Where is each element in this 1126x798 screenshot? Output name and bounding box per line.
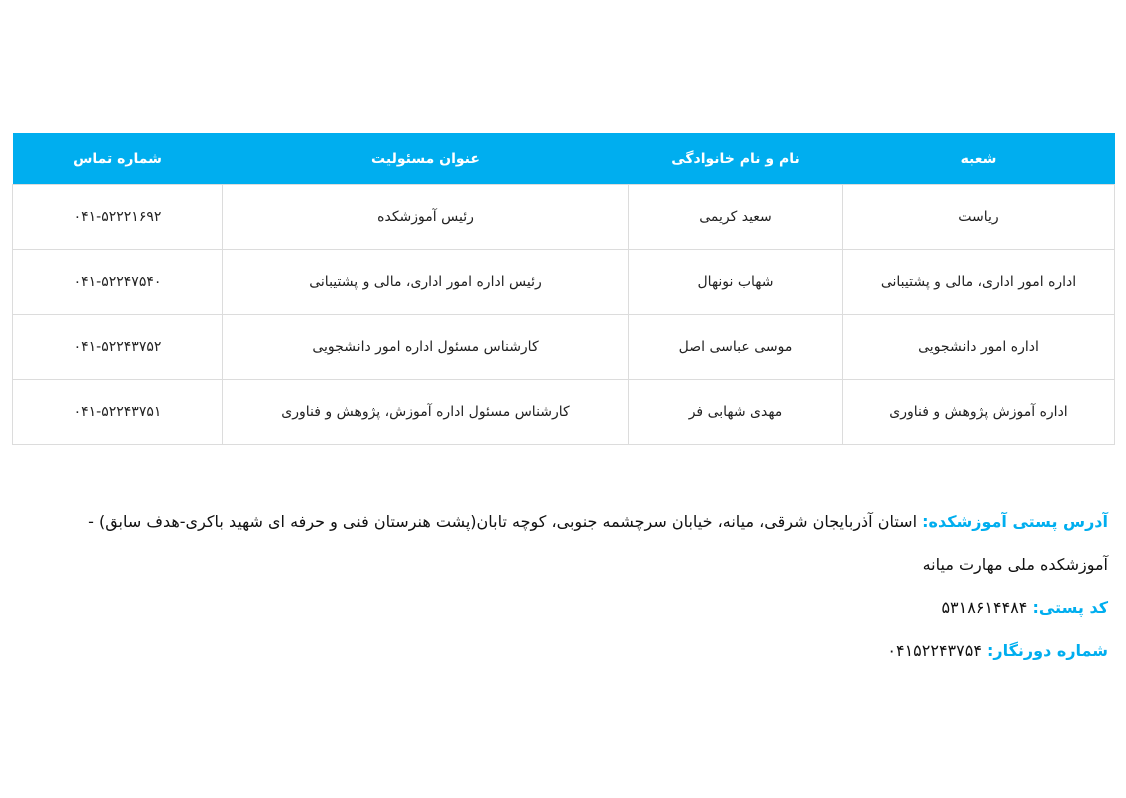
cell-phone: ۰۴۱-۵۲۲۴۳۷۵۲ [13, 315, 223, 380]
table-header-row [13, 133, 1115, 185]
cell-position: رئیس آموزشکده [223, 185, 629, 250]
header-phone: شماره تماس [13, 133, 223, 185]
contacts-table [12, 133, 1115, 445]
cell-name: سعید کریمی [629, 185, 843, 250]
fax-value: ۰۴۱۵۲۲۴۳۷۵۴ [887, 641, 982, 660]
address-value: استان آذربایجان شرقی، میانه، خیابان سرچشمه جنوبی، کوچه تابان(پشت هنرستان فنی و حرفه ای شهید باکری-هدف سابق) - آموزشکده ملی مهارت میانه [88, 512, 1108, 574]
table-row [13, 380, 1115, 445]
cell-position: کارشناس مسئول اداره امور دانشجویی [223, 315, 629, 380]
fax-line [34, 629, 1108, 672]
cell-position: کارشناس مسئول اداره آموزش، پژوهش و فناوری [223, 380, 629, 445]
fax-label: شماره دورنگار: [987, 641, 1108, 660]
header-name: نام و نام خانوادگی [629, 133, 843, 185]
cell-phone: ۰۴۱-۵۲۲۲۱۶۹۲ [13, 185, 223, 250]
address-line [34, 500, 1108, 586]
cell-branch: اداره آموزش پژوهش و فناوری [843, 380, 1115, 445]
cell-name: شهاب نونهال [629, 250, 843, 315]
cell-name: مهدی شهابی فر [629, 380, 843, 445]
cell-position: رئیس اداره امور اداری، مالی و پشتیبانی [223, 250, 629, 315]
cell-branch: اداره امور دانشجویی [843, 315, 1115, 380]
cell-phone: ۰۴۱-۵۲۲۴۷۵۴۰ [13, 250, 223, 315]
address-label: آدرس پستی آموزشکده: [922, 512, 1108, 531]
postal-code-value: ۵۳۱۸۶۱۴۴۸۴ [941, 598, 1028, 617]
cell-phone: ۰۴۱-۵۲۲۴۳۷۵۱ [13, 380, 223, 445]
table-row [13, 315, 1115, 380]
postal-code-line [34, 586, 1108, 629]
postal-code-label: کد پستی: [1032, 598, 1108, 617]
table-row [13, 250, 1115, 315]
cell-branch: اداره امور اداری، مالی و پشتیبانی [843, 250, 1115, 315]
header-position: عنوان مسئولیت [223, 133, 629, 185]
header-branch: شعبه [843, 133, 1115, 185]
cell-name: موسی عباسی اصل [629, 315, 843, 380]
cell-branch: ریاست [843, 185, 1115, 250]
contact-info [34, 500, 1108, 672]
table-row [13, 185, 1115, 250]
